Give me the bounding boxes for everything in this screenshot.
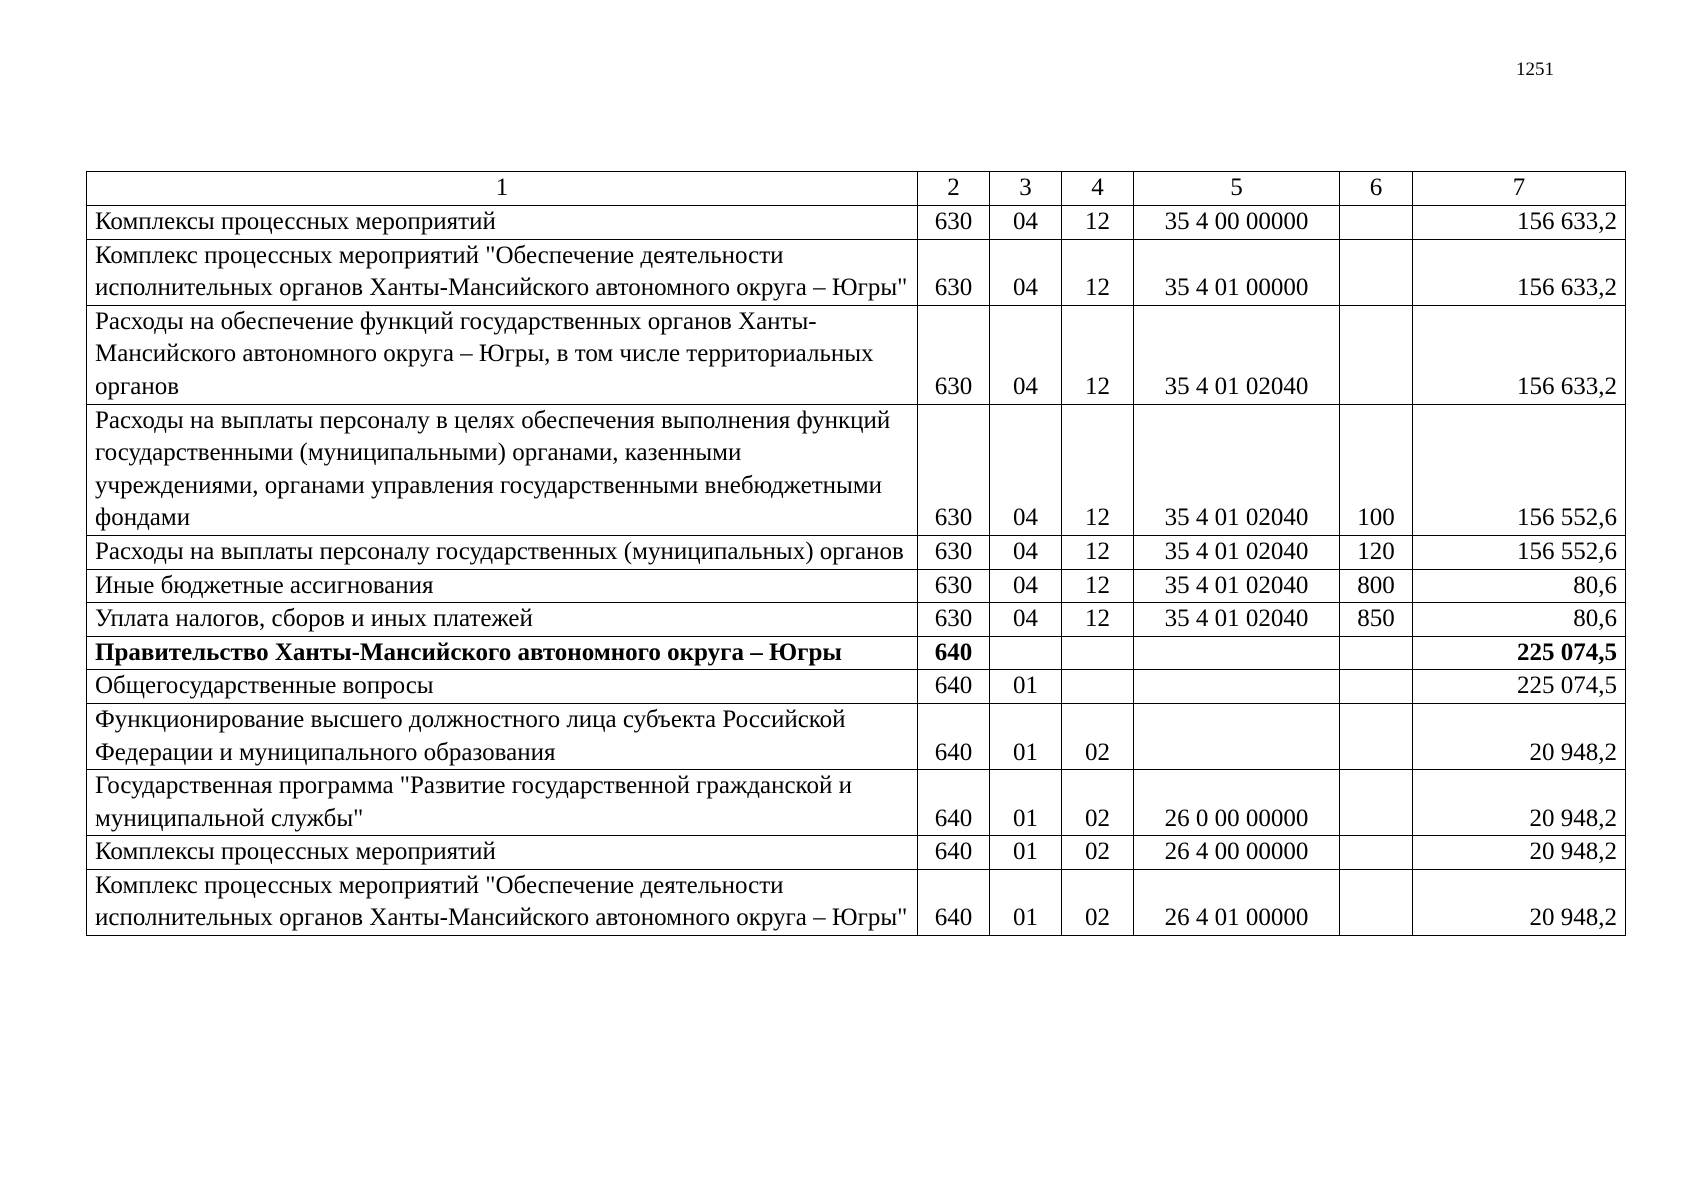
table-row (87, 670, 1626, 704)
subsection-code: 12 (1062, 305, 1134, 404)
section-code: 04 (990, 239, 1062, 305)
section-code: 04 (990, 206, 1062, 240)
ministry-code: 640 (918, 636, 990, 670)
section-code: 04 (990, 603, 1062, 637)
expense-type-code (1340, 670, 1413, 704)
ministry-code: 640 (918, 836, 990, 870)
section-code: 01 (990, 703, 1062, 769)
expense-type-code (1340, 239, 1413, 305)
subsection-code: 02 (1062, 869, 1134, 935)
subsection-code: 02 (1062, 836, 1134, 870)
expense-type-code: 850 (1340, 603, 1413, 637)
ministry-code: 630 (918, 535, 990, 569)
target-article-code (1134, 670, 1340, 704)
target-article-code: 26 4 00 00000 (1134, 836, 1340, 870)
row-name: Комплексы процессных мероприятий (87, 836, 918, 870)
expense-type-code (1340, 836, 1413, 870)
target-article-code (1134, 703, 1340, 769)
target-article-code: 35 4 01 02040 (1134, 603, 1340, 637)
expense-type-code (1340, 703, 1413, 769)
row-name: Иные бюджетные ассигнования (87, 569, 918, 603)
expense-type-code: 800 (1340, 569, 1413, 603)
amount: 225 074,5 (1413, 670, 1626, 704)
table-row (87, 569, 1626, 603)
ministry-code: 630 (918, 206, 990, 240)
ministry-code: 640 (918, 869, 990, 935)
ministry-code: 630 (918, 569, 990, 603)
column-header: 1 (87, 172, 918, 206)
column-header: 7 (1413, 172, 1626, 206)
ministry-code: 630 (918, 603, 990, 637)
ministry-code: 640 (918, 770, 990, 836)
row-name: Правительство Ханты-Мансийского автономного округа – Югры (87, 636, 918, 670)
table-row (87, 836, 1626, 870)
table-row-section-total (87, 636, 1626, 670)
row-name: Функционирование высшего должностного лица субъекта Российской Федерации и муниципального образования (87, 703, 918, 769)
ministry-code: 640 (918, 670, 990, 704)
row-name: Комплексы процессных мероприятий (87, 206, 918, 240)
expense-type-code (1340, 305, 1413, 404)
target-article-code: 26 4 01 00000 (1134, 869, 1340, 935)
row-name: Уплата налогов, сборов и иных платежей (87, 603, 918, 637)
ministry-code: 630 (918, 305, 990, 404)
section-code: 04 (990, 404, 1062, 535)
column-header: 4 (1062, 172, 1134, 206)
row-name: Расходы на выплаты персоналу государственных (муниципальных) органов (87, 535, 918, 569)
subsection-code: 12 (1062, 239, 1134, 305)
table-row (87, 404, 1626, 535)
table-row (87, 869, 1626, 935)
amount: 156 633,2 (1413, 206, 1626, 240)
target-article-code: 35 4 01 02040 (1134, 305, 1340, 404)
row-name: Расходы на выплаты персоналу в целях обеспечения выполнения функций государственными (муниципальными) органами, казенными учреждениями, органами управления государственными внебюджетными фондами (87, 404, 918, 535)
table-row (87, 239, 1626, 305)
table-row (87, 603, 1626, 637)
expense-type-code (1340, 770, 1413, 836)
section-code: 01 (990, 869, 1062, 935)
row-name: Комплекс процессных мероприятий "Обеспечение деятельности исполнительных органов Ханты-Мансийского автономного округа – Югры" (87, 869, 918, 935)
ministry-code: 640 (918, 703, 990, 769)
column-header: 5 (1134, 172, 1340, 206)
expense-type-code (1340, 869, 1413, 935)
subsection-code: 12 (1062, 569, 1134, 603)
target-article-code: 26 0 00 00000 (1134, 770, 1340, 836)
section-code: 01 (990, 770, 1062, 836)
page-number: 1251 (1516, 59, 1554, 80)
table-row (87, 703, 1626, 769)
column-header: 2 (918, 172, 990, 206)
column-header: 6 (1340, 172, 1413, 206)
amount: 156 633,2 (1413, 305, 1626, 404)
amount: 225 074,5 (1413, 636, 1626, 670)
table-row (87, 305, 1626, 404)
row-name: Расходы на обеспечение функций государственных органов Ханты-Мансийского автономного округа – Югры, в том числе территориальных органов (87, 305, 918, 404)
amount: 20 948,2 (1413, 770, 1626, 836)
target-article-code: 35 4 00 00000 (1134, 206, 1340, 240)
target-article-code: 35 4 01 02040 (1134, 404, 1340, 535)
amount: 156 633,2 (1413, 239, 1626, 305)
table-row (87, 535, 1626, 569)
budget-table (86, 171, 1626, 936)
amount: 20 948,2 (1413, 836, 1626, 870)
amount: 20 948,2 (1413, 703, 1626, 769)
subsection-code: 02 (1062, 770, 1134, 836)
row-name: Общегосударственные вопросы (87, 670, 918, 704)
target-article-code: 35 4 01 02040 (1134, 569, 1340, 603)
section-code: 04 (990, 535, 1062, 569)
expense-type-code (1340, 636, 1413, 670)
amount: 156 552,6 (1413, 404, 1626, 535)
subsection-code (1062, 636, 1134, 670)
amount: 80,6 (1413, 569, 1626, 603)
expense-type-code: 100 (1340, 404, 1413, 535)
section-code: 01 (990, 670, 1062, 704)
target-article-code (1134, 636, 1340, 670)
ministry-code: 630 (918, 239, 990, 305)
subsection-code: 12 (1062, 603, 1134, 637)
section-code: 04 (990, 569, 1062, 603)
table-row (87, 206, 1626, 240)
row-name: Комплекс процессных мероприятий "Обеспечение деятельности исполнительных органов Ханты-Мансийского автономного округа – Югры" (87, 239, 918, 305)
section-code (990, 636, 1062, 670)
target-article-code: 35 4 01 00000 (1134, 239, 1340, 305)
row-name: Государственная программа "Развитие государственной гражданской и муниципальной службы" (87, 770, 918, 836)
subsection-code: 12 (1062, 535, 1134, 569)
section-code: 04 (990, 305, 1062, 404)
ministry-code: 630 (918, 404, 990, 535)
subsection-code: 02 (1062, 703, 1134, 769)
amount: 156 552,6 (1413, 535, 1626, 569)
amount: 80,6 (1413, 603, 1626, 637)
target-article-code: 35 4 01 02040 (1134, 535, 1340, 569)
header-row (87, 172, 1626, 206)
section-code: 01 (990, 836, 1062, 870)
subsection-code (1062, 670, 1134, 704)
table-row (87, 770, 1626, 836)
subsection-code: 12 (1062, 206, 1134, 240)
expense-type-code (1340, 206, 1413, 240)
column-header: 3 (990, 172, 1062, 206)
expense-type-code: 120 (1340, 535, 1413, 569)
subsection-code: 12 (1062, 404, 1134, 535)
amount: 20 948,2 (1413, 869, 1626, 935)
